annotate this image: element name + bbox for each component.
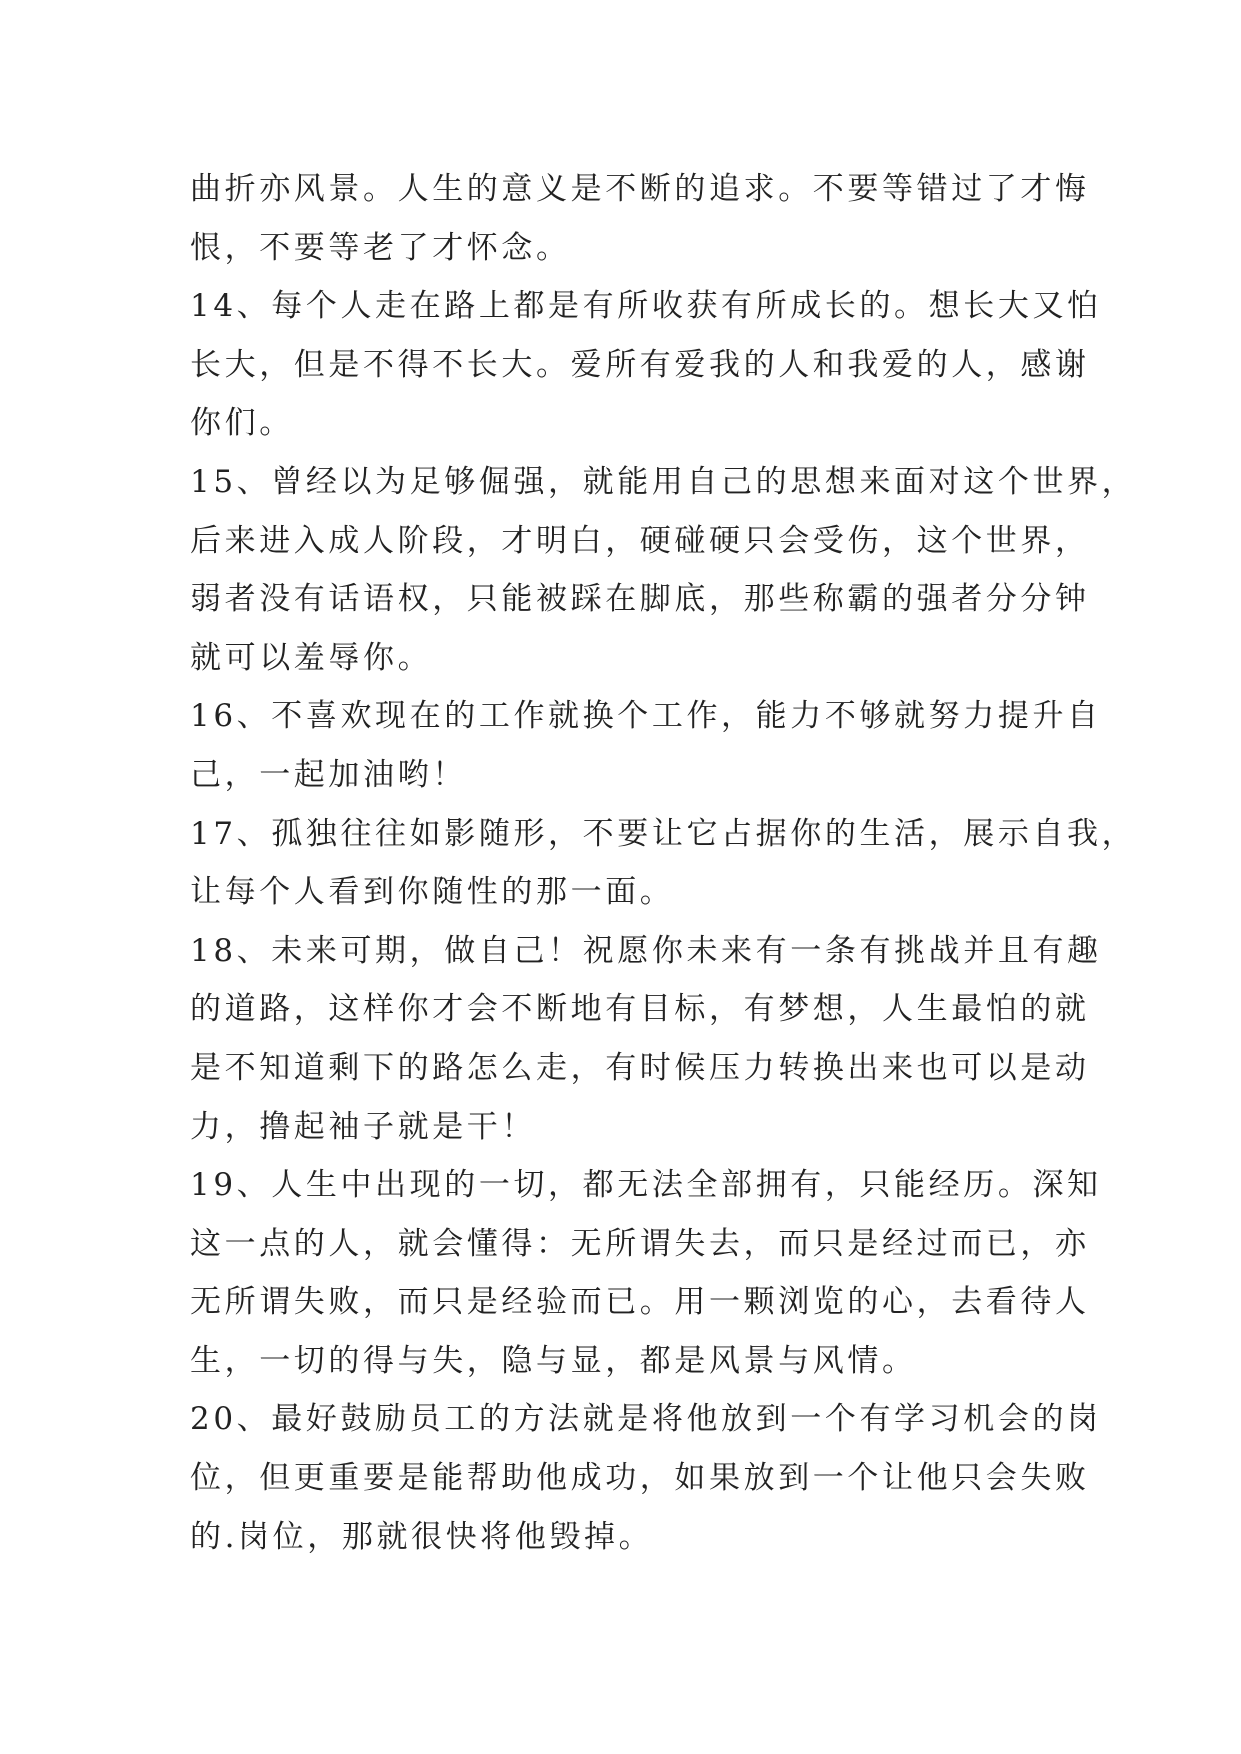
text-line: 这一点的人，就会懂得：无所谓失去，而只是经过而已，亦 <box>190 1225 1090 1262</box>
paragraph-18 <box>190 922 1102 1156</box>
text-line: 19、人生中出现的一切，都无法全部拥有，只能经历。深知 <box>190 1167 1102 1204</box>
text-line: 17、孤独往往如影随形，不要让它占据你的生活，展示自我， <box>190 815 1137 852</box>
text-line: 弱者没有话语权，只能被踩在脚底，那些称霸的强者分分钟 <box>190 581 1090 618</box>
paragraph-15 <box>190 453 1137 687</box>
paragraph-14 <box>190 277 1102 453</box>
paragraph-19 <box>190 1156 1102 1390</box>
text-line: 曲折亦风景。人生的意义是不断的追求。不要等错过了才悔 <box>190 171 1090 207</box>
text-line: 位，但更重要是能帮助他成功，如果放到一个让他只会失败 <box>190 1460 1090 1497</box>
text-line: 15、曾经以为足够倔强，就能用自己的思想来面对这个世界， <box>190 463 1137 500</box>
text-line: 己，一起加油哟！ <box>190 756 467 793</box>
text-line: 无所谓失败，而只是经验而已。用一颗浏览的心，去看待人 <box>190 1284 1090 1321</box>
paragraph-17 <box>190 805 1137 922</box>
text-line: 你们。 <box>190 405 294 442</box>
text-line: 的.岗位，那就很快将他毁掉。 <box>190 1518 654 1555</box>
text-line: 20、最好鼓励员工的方法就是将他放到一个有学习机会的岗 <box>190 1401 1102 1438</box>
document-body <box>190 160 1137 1566</box>
text-line: 恨，不要等老了才怀念。 <box>190 229 571 266</box>
text-line: 力，撸起袖子就是干！ <box>190 1108 536 1145</box>
text-line: 后来进入成人阶段，才明白，硬碰硬只会受伤，这个世界， <box>190 522 1090 559</box>
text-line: 是不知道剩下的路怎么走，有时候压力转换出来也可以是动 <box>190 1049 1090 1086</box>
paragraph-13-continuation <box>190 160 1090 277</box>
text-line: 的道路，这样你才会不断地有目标，有梦想，人生最怕的就 <box>190 991 1090 1028</box>
text-line: 生，一切的得与失，隐与显，都是风景与风情。 <box>190 1342 917 1379</box>
text-line: 14、每个人走在路上都是有所收获有所成长的。想长大又怕 <box>190 288 1102 325</box>
text-line: 长大，但是不得不长大。爱所有爱我的人和我爱的人，感谢 <box>190 346 1090 383</box>
paragraph-16 <box>190 687 1102 804</box>
paragraph-20 <box>190 1390 1102 1566</box>
text-line: 就可以羞辱你。 <box>190 639 433 676</box>
text-line: 18、未来可期，做自己！祝愿你未来有一条有挑战并且有趣 <box>190 932 1102 969</box>
text-line: 16、不喜欢现在的工作就换个工作，能力不够就努力提升自 <box>190 698 1102 735</box>
text-line: 让每个人看到你随性的那一面。 <box>190 874 675 911</box>
